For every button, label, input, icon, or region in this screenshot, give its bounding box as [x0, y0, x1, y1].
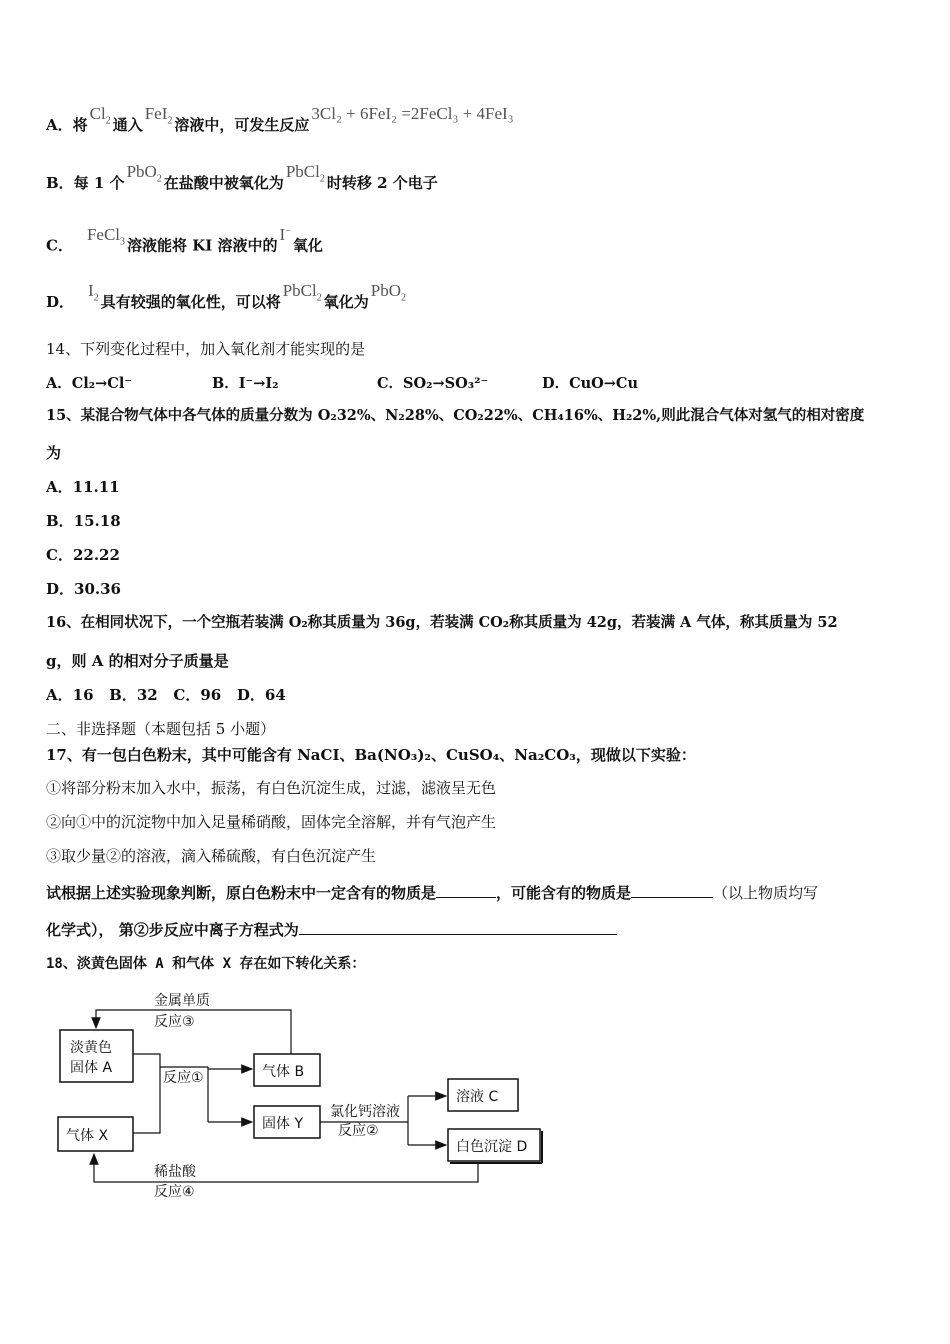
q13-c-text1: 溶液能将 KI 溶液中的 [127, 236, 278, 255]
q14-option-d: D．CuO→Cu [542, 375, 639, 392]
box-a-line1: 淡黄色 [70, 1040, 112, 1056]
bracket-a-x [133, 1054, 160, 1133]
q17-stem: 17、有一包白色粉末，其中可能含有 NaCI、Ba(NO₃)₂、CuSO₄、Na₂CO₃，现做以下实验： [46, 746, 696, 764]
q13-d-text1: 具有较强的氧化性，可以将 [100, 293, 281, 311]
q17-question-part1: 试根据上述实验现象判断，原白色粉末中一定含有的物质是 [46, 884, 437, 902]
q17-step-2: ②向①中的沉淀物中加入足量稀硝酸，固体完全溶解，并有气泡产生 [46, 813, 497, 831]
bottom-reaction: 反应④ [154, 1184, 195, 1200]
answer-blank-2[interactable] [631, 881, 713, 898]
formula-cl2: $Cl_2$ [89, 104, 111, 127]
q14-option-b: B．I⁻→I₂ [212, 375, 279, 392]
box-x-label: 气体 X [66, 1128, 109, 1144]
q13-option-b [46, 162, 438, 200]
top-reaction: 反应③ [154, 1014, 195, 1030]
q13-option-c [46, 224, 323, 263]
q15-option-b: B．15.18 [46, 512, 121, 530]
formula-iodide: I− [279, 224, 291, 244]
q17-question-part2: ，可能含有的物质是 [496, 884, 632, 902]
formula-pbcl2: PbCl$_2$ [285, 162, 325, 185]
q13-a-text1: 通入 [112, 116, 143, 134]
q13-c-text2: 氧化 [292, 236, 323, 255]
y-reaction: 反应② [338, 1123, 379, 1139]
formula-pbo2-d: PbO$_2$ [370, 281, 406, 304]
formula-fecl3: FeCl$_3$ [86, 224, 126, 248]
q17-question-line2 [46, 918, 617, 940]
box-b-label: 气体 B [262, 1064, 305, 1080]
q13-a-label: A．将 [46, 116, 88, 134]
q15-option-a: A．11.11 [46, 478, 120, 496]
q13-option-d [46, 281, 408, 319]
formula-pbcl2-d: PbCl$_2$ [282, 281, 322, 304]
y-reagent: 氯化钙溶液 [330, 1104, 400, 1120]
section-heading: 二、非选择题（本题包括 5 小题） [46, 720, 276, 738]
q15-option-d: D．30.36 [46, 580, 121, 598]
q15-stem-line2: 为 [46, 444, 62, 462]
q13-b-text2: 时转移 2 个电子 [326, 174, 438, 192]
formula-i2: $I_2$ [88, 281, 99, 304]
bottom-reagent: 稀盐酸 [154, 1164, 196, 1180]
q16-options: A．16 B．32 C．96 D．64 [46, 686, 286, 704]
mid-reaction: 反应① [163, 1070, 204, 1086]
q14-option-a: A．Cl₂→Cl⁻ [46, 375, 133, 392]
q13-a-text2: 溶液中，可发生反应 [174, 116, 310, 134]
q17-question-line2-text: 化学式）， 第②步反应中离子方程式为 [46, 921, 299, 939]
box-c-label: 溶液 C [456, 1089, 499, 1105]
q13-c-label: C． [46, 236, 73, 255]
q16-stem-line1: 16、在相同状况下，一个空瓶若装满 O₂称其质量为 36g，若装满 CO₂称其质量为 42g，若装满 A 气体，称其质量为 52 [46, 614, 838, 631]
box-a-line2: 固体 A [70, 1060, 113, 1076]
q14-stem: 14、下列变化过程中，加入氧化剂才能实现的是 [46, 340, 366, 358]
q13-b-text1: 在盐酸中被氧化为 [163, 174, 284, 192]
q15-option-c: C．22.22 [46, 546, 120, 564]
answer-blank-1[interactable] [436, 881, 496, 898]
q14-option-c: C．SO₂→SO₃²⁻ [377, 375, 489, 392]
q17-question-line1 [46, 881, 818, 903]
top-reagent: 金属单质 [154, 993, 210, 1009]
q13-a-equation: 3Cl₂ + 6FeI₂ =2FeCl₃ + 4FeI₃ [311, 104, 514, 123]
q18-stem: 18、淡黄色固体 A 和气体 X 存在如下转化关系： [46, 956, 366, 972]
q17-step-1: ①将部分粉末加入水中，振荡，有白色沉淀生成，过滤，滤液呈无色 [46, 779, 497, 797]
formula-pbo2: PbO$_2$ [126, 162, 162, 185]
answer-blank-3[interactable] [299, 918, 617, 935]
formula-fei2: FeI$_2$ [144, 104, 173, 127]
box-d-label: 白色沉淀 D [456, 1139, 528, 1155]
q17-question-part3: （以上物质均写 [713, 884, 819, 902]
arrow-reaction-4 [94, 1154, 478, 1182]
q17-step-3: ③取少量②的溶液，滴入稀硫酸，有白色沉淀产生 [46, 847, 377, 865]
q15-stem-line1: 15、某混合物气体中各气体的质量分数为 O₂32%、N₂28%、CO₂22%、CH₄16%、H₂2%,则此混合气体对氢气的相对密度 [46, 407, 865, 424]
q13-d-label: D． [46, 293, 75, 311]
conversion-diagram [46, 992, 566, 1202]
q13-d-text2: 氧化为 [323, 293, 369, 311]
q16-stem-line2: g，则 A 的相对分子质量是 [46, 652, 229, 670]
q13-b-label: B．每 1 个 [46, 174, 125, 192]
q13-option-a [46, 104, 516, 142]
box-y-label: 固体 Y [262, 1116, 304, 1132]
